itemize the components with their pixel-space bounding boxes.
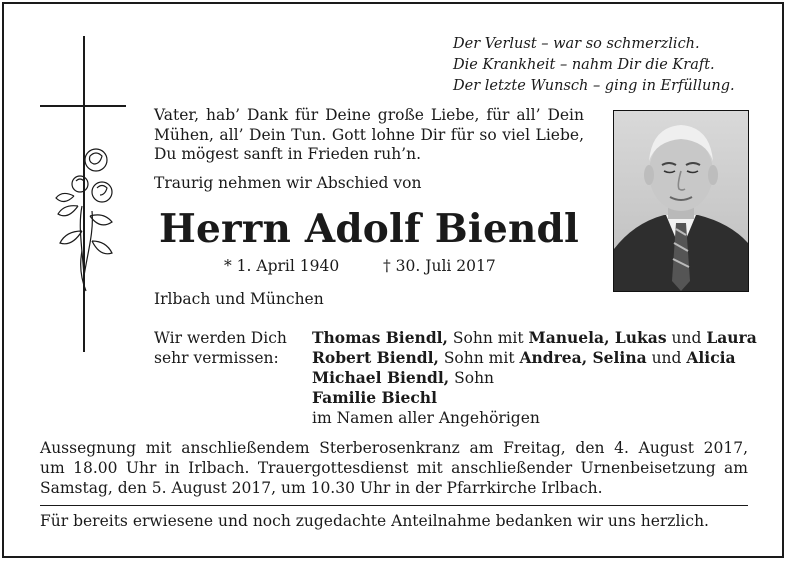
mourners-label-line: Wir werden Dich [154, 329, 287, 347]
mourners-list [312, 328, 757, 428]
mourner-name: Alicia [686, 348, 736, 367]
quote-line: Der letzte Wunsch – ging in Erfüllung. [453, 78, 735, 94]
mourner-text: Sohn mit [438, 349, 520, 367]
divider [40, 505, 748, 506]
death-date: † 30. Juli 2017 [383, 257, 496, 275]
mourner-name: Michael Biendl, [312, 368, 450, 387]
mourner-text: Sohn [449, 369, 495, 387]
service-line: Samstag, den 5. August 2017, um 10.30 Uhr in der Pfarrkirche Irlbach. [40, 479, 603, 497]
birth-date: * 1. April 1940 [224, 257, 340, 275]
verse-text: Vater, hab’ Dank für Deine große Liebe, für all’ Dein Mühen, all’ Dein Tun. Gott lohne Dir für so viel Liebe, Du mögest sanft in Frieden ruh’n. [154, 106, 584, 163]
mourner-name: Familie Biechl [312, 388, 437, 407]
mourners-label [154, 328, 304, 368]
portrait-photo [613, 110, 749, 292]
service-line: Aussegnung mit anschließendem Sterberosenkranz am Freitag, den 4. August 2017, [40, 439, 748, 457]
mourner-text: und [646, 349, 687, 367]
intro-text: Traurig nehmen wir Abschied von [154, 174, 422, 192]
service-line: um 18.00 Uhr in Irlbach. Trauergottesdienst mit anschließender Urnenbeisetzung am [40, 459, 748, 477]
quote-block [453, 34, 753, 97]
mourner-name: Laura [706, 328, 757, 347]
service-text [40, 438, 748, 498]
place-text: Irlbach und München [154, 290, 324, 308]
quote-line: Die Krankheit – nahm Dir die Kraft. [453, 57, 715, 73]
mourner-name: Robert Biendl, [312, 348, 439, 367]
quote-line: Der Verlust – war so schmerzlich. [453, 36, 700, 52]
cross-with-roses-icon [38, 36, 128, 352]
mourner-text: Sohn mit [447, 329, 529, 347]
thanks-text: Für bereits erwiesene und noch zugedachte Anteilnahme bedanken wir uns herzlich. [40, 512, 709, 530]
mourner-line [312, 348, 752, 368]
mourner-name: Manuela, Lukas [528, 328, 667, 347]
mourner-line [312, 388, 752, 408]
mourner-text: und [666, 329, 707, 347]
mourner-name: Thomas Biendl, [312, 328, 448, 347]
mourner-line [312, 368, 752, 388]
mourner-line: im Namen aller Angehörigen [312, 409, 540, 427]
mourner-name: Andrea, Selina [519, 348, 647, 367]
deceased-name: Herrn Adolf Biendl [158, 206, 580, 252]
mourners-label-line: sehr vermissen: [154, 349, 279, 367]
mourner-line [312, 328, 757, 348]
